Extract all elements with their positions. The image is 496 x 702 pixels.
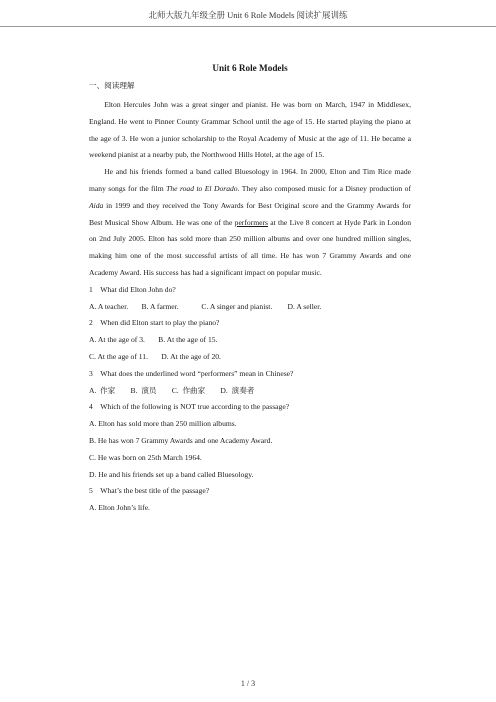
header-divider — [0, 26, 496, 27]
paragraph-text: in 1999 and they received the Tony Awards for Best Original score and the Grammy Awards for Best Musical Show Album. He was one of the — [89, 200, 411, 227]
question-2-options-row-2: C. At the age of 11. D. At the age of 20. — [89, 351, 221, 361]
question-2-options-row-1: A. At the age of 3. B. At the age of 15. — [89, 335, 218, 345]
question-5-stem: 5 What’s the best title of the passage? — [89, 486, 210, 496]
document-title: Unit 6 Role Models — [212, 63, 288, 73]
paragraph-text: He and his friends formed a band called Bluesology in 1964. In 2000, Elton and Tim Rice made many songs for the film — [89, 167, 411, 193]
question-4-option-b: B. He has won 7 Grammy Awards and one Academy Award. — [89, 435, 273, 445]
passage-paragraph-1: Elton Hercules John was a great singer and pianist. He was born on March, 1947 in Middlesex, England. He went to Pinner County Grammar School until the age of 15. He started playing the piano at the age of 3. He won a junior scholarship to the Royal Academy of Music at the age of 11. He became a weekend pianist at a nearby pub, the Northwood Hills Hotel, at the age of 15. — [89, 100, 411, 160]
page-header: 北师大版九年级全册 Unit 6 Role Models 阅读扩展训练 — [148, 10, 348, 20]
document-body — [89, 61, 411, 517]
page-number: 1 / 3 — [240, 679, 256, 688]
question-1-options: A. A teacher. B. A farmer. C. A singer and pianist. D. A seller. — [89, 301, 322, 311]
question-4-option-d: D. He and his friends set up a band called Bluesology. — [89, 469, 254, 479]
question-4-option-c: C. He was born on 25th March 1964. — [89, 452, 202, 462]
film-title: The road to El Dorado — [166, 183, 238, 193]
question-5-option-a: A. Elton John’s life. — [89, 503, 150, 513]
question-4-stem: 4 Which of the following is NOT true according to the passage? — [89, 402, 290, 412]
passage-paragraph-2 — [89, 164, 411, 282]
question-list — [89, 282, 411, 517]
paragraph-text: . They also composed music for a Disney production of — [237, 183, 411, 193]
question-1-stem: 1 What did Elton John do? — [89, 284, 176, 294]
production-title: Aida — [89, 200, 104, 210]
section-heading: 一、阅读理解 — [89, 81, 135, 90]
question-3-stem: 3 What does the underlined word “performers” mean in Chinese? — [89, 368, 294, 378]
question-3-options: A. 作家 B. 演员 C. 作曲家 D. 演奏者 — [89, 385, 255, 395]
question-2-stem: 2 When did Elton start to play the piano? — [89, 318, 220, 328]
question-4-option-a: A. Elton has sold more than 250 million albums. — [89, 419, 237, 429]
paragraph-text: at the Live 8 concert at Hyde Park in London on 2nd July 2005. Elton has sold more than 250 million albums and over one hundred million singles, making him one of the most successful artists of all time. He has won 7 Grammy Awards and one Academy Award. His success has had a significant impact on popular music. — [89, 217, 411, 277]
underlined-word: performers — [234, 217, 268, 227]
